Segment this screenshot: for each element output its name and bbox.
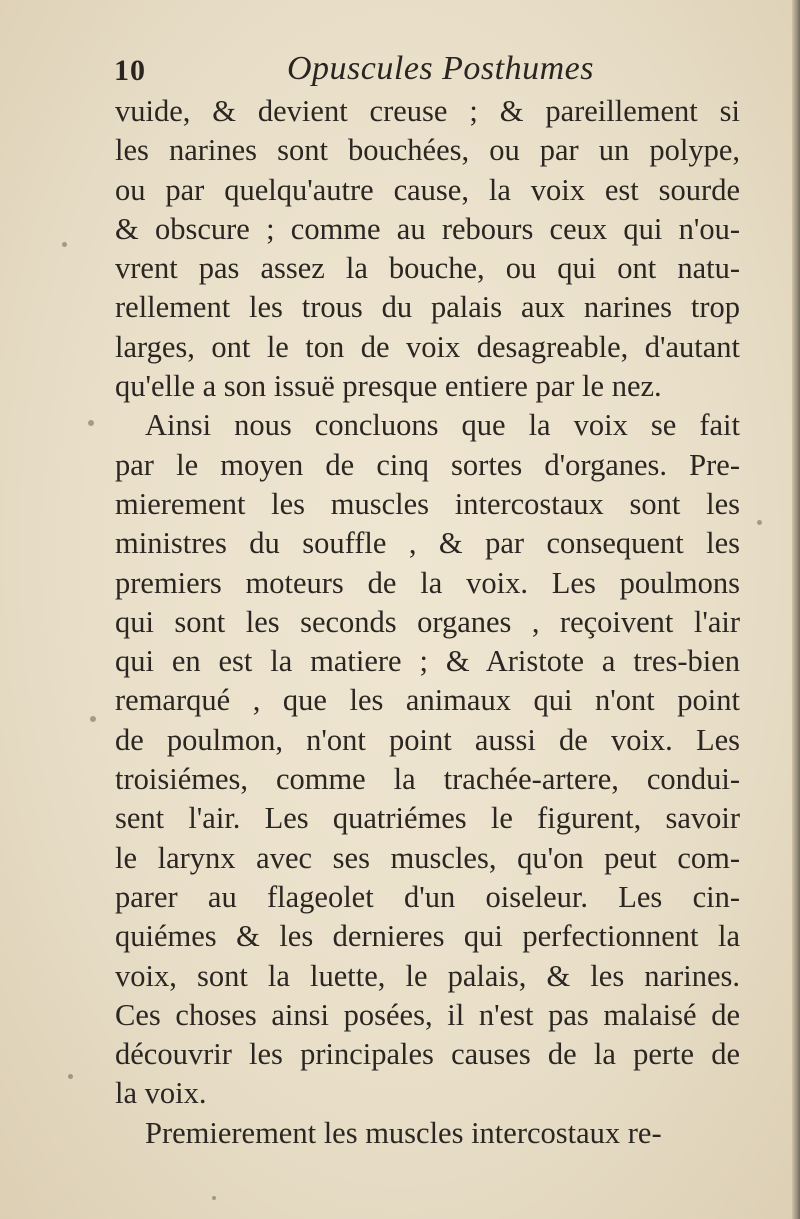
- page-edge: [792, 0, 800, 1219]
- text-line: de poulmon, n'ont point aussi de voix. Les: [115, 722, 740, 757]
- paper-speck: [88, 420, 94, 426]
- text-line: premiers moteurs de la voix. Les poulmons: [115, 565, 740, 600]
- body-text: [115, 92, 740, 1153]
- page-header: [112, 50, 752, 98]
- text-line: la voix.: [115, 1076, 207, 1111]
- text-line: découvrir les principales causes de la perte de: [115, 1037, 740, 1072]
- paper-speck: [90, 716, 96, 722]
- text-line: le larynx avec ses muscles, qu'on peut com-: [115, 840, 740, 875]
- text-line: Ces choses ainsi posées, il n'est pas malaisé de: [115, 997, 740, 1032]
- text-line: remarqué , que les animaux qui n'ont point: [115, 683, 740, 718]
- text-line: qui en est la matiere ; & Aristote a tres-bien: [115, 644, 740, 679]
- text-line: voix, sont la luette, le palais, & les narines.: [115, 958, 740, 993]
- text-line: qui sont les seconds organes , reçoivent l'air: [115, 604, 740, 639]
- paper-speck: [212, 1196, 216, 1200]
- text-line: quiémes & les dernieres qui perfectionnent la: [115, 919, 740, 954]
- page-number: 10: [114, 54, 146, 87]
- text-line: ou par quelqu'autre cause, la voix est sourde: [115, 172, 740, 207]
- text-line: mierement les muscles intercostaux sont les: [115, 486, 740, 521]
- text-line: rellement les trous du palais aux narines trop: [115, 290, 740, 325]
- running-title: Opuscules Posthumes: [287, 50, 594, 87]
- text-line: qu'elle a son issuë presque entiere par le nez.: [115, 369, 662, 404]
- text-line: sent l'air. Les quatriémes le figurent, savoir: [115, 801, 740, 836]
- text-line: & obscure ; comme au rebours ceux qui n'ou-: [115, 211, 740, 246]
- text-line: Premierement les muscles intercostaux re-: [145, 1115, 662, 1150]
- text-line: Ainsi nous concluons que la voix se fait: [145, 408, 740, 443]
- text-line: vrent pas assez la bouche, ou qui ont natu-: [115, 251, 740, 286]
- text-line: par le moyen de cinq sortes d'organes. Pre-: [115, 447, 740, 482]
- paper-speck: [62, 242, 67, 247]
- text-line: parer au flageolet d'un oiseleur. Les cin-: [115, 879, 740, 914]
- text-line: vuide, & devient creuse ; & pareillement si: [115, 94, 740, 128]
- text-line: troisiémes, comme la trachée-artere, condui-: [115, 762, 740, 797]
- text-line: ministres du souffle , & par consequent les: [115, 526, 740, 561]
- text-line: les narines sont bouchées, ou par un polype,: [115, 133, 740, 168]
- paper-speck: [68, 1074, 73, 1079]
- text-line: larges, ont le ton de voix desagreable, d'autant: [115, 329, 740, 364]
- paper-speck: [757, 520, 762, 525]
